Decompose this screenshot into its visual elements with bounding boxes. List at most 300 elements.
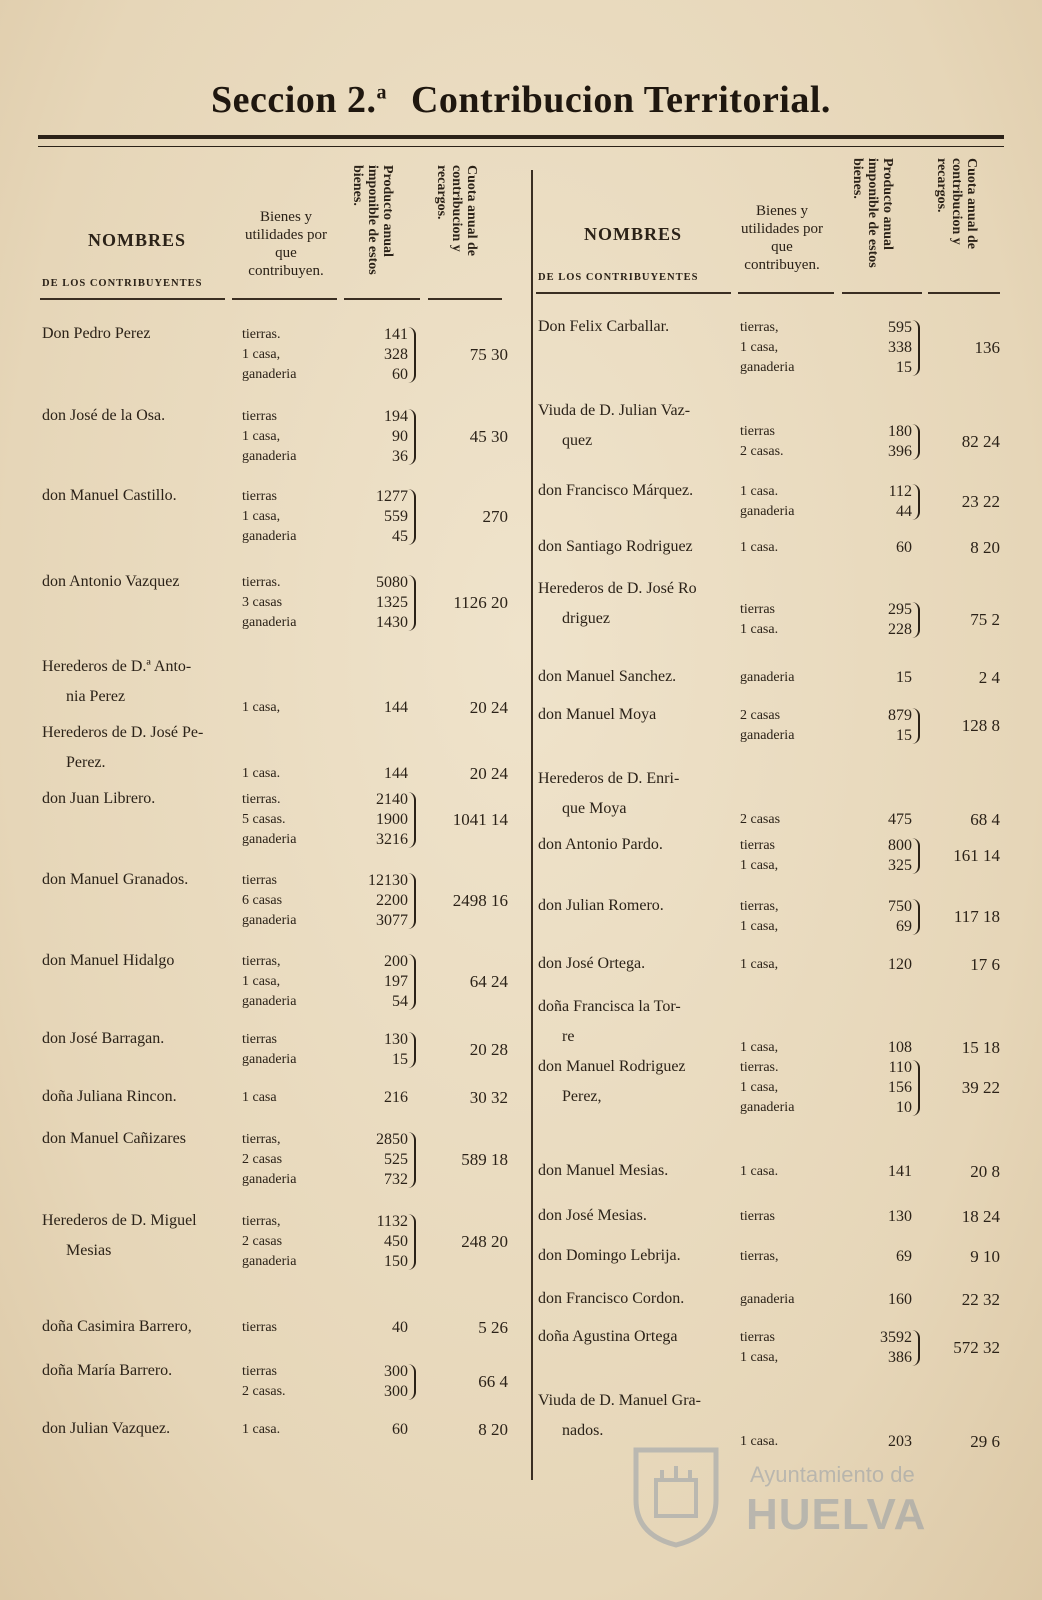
right-header-line-3 [842,292,922,294]
left-entry-name: don Julian Vazquez. [42,1420,171,1437]
left-entry-producto [352,1420,408,1440]
left-entry-brace [408,792,416,848]
goods-line: 1 casa. [242,766,281,781]
goods-line: ganaderia [242,529,297,544]
right-header-nombres: NOMBRES [584,224,683,244]
goods-line: ganaderia [740,1100,795,1115]
left-header-line-4 [428,298,502,300]
left-header-nombres: NOMBRES [88,230,187,250]
producto-value: 559 [384,508,408,525]
producto-value: 60 [896,539,912,556]
right-entry-cuota: 117 18 [953,907,1000,926]
left-entry-producto [352,871,408,931]
title-seccion: Seccion 2. [211,79,377,121]
producto-value: 44 [896,503,912,520]
goods-line: ganaderia [242,615,297,630]
right-entry-cuota: 75 2 [970,610,1000,629]
left-entry-cuota: 20 24 [469,698,508,717]
goods-line: tierras [242,873,277,888]
goods-line: 2 casas. [740,444,784,459]
left-entry-goods [242,871,296,931]
right-entry-name: don Santiago Rodriguez [538,538,693,555]
right-entry-producto [856,1162,912,1182]
producto-value: 300 [384,1363,408,1380]
producto-value: 2850 [376,1131,408,1148]
right-entry-cuota: 20 8 [970,1162,1000,1181]
left-header-line-2 [232,298,337,300]
watermark [626,1440,956,1550]
right-entry-cuota: 9 10 [970,1247,1000,1266]
goods-line: 1 casa. [740,622,779,637]
left-entry-cuota: 20 28 [469,1040,508,1059]
goods-line: 1 casa, [740,919,779,934]
right-entry-producto [856,1058,912,1118]
goods-line: tierras. [740,1060,779,1075]
right-entry-producto [856,1207,912,1227]
right-entry-name: re [562,1028,575,1045]
goods-line: ganaderia [740,504,795,519]
right-entry-name: don Domingo Lebrija. [538,1247,681,1264]
right-header-line-4 [928,292,1000,294]
left-entry-name: nia Perez [66,688,126,705]
goods-line: tierras [740,602,775,617]
right-entry-name: Herederos de D. José Ro [538,580,697,597]
goods-line: tierras [740,1209,775,1224]
left-entry-brace [408,409,416,465]
left-entry-brace [408,1364,416,1400]
goods-line: tierras, [740,320,779,335]
right-entry-goods [740,1058,794,1118]
left-entry-goods [242,764,280,784]
right-header-line-1 [536,292,731,294]
left-entry-producto [352,1318,408,1338]
producto-value: 800 [888,837,912,854]
goods-line: ganaderia [740,728,795,743]
goods-line: ganaderia [740,360,795,375]
right-entry-cuota: 29 6 [970,1432,1000,1451]
left-header-bienes: Bienes y utilidades por que contribuyen. [244,209,328,279]
left-entry-goods [242,1088,277,1108]
goods-line: tierras, [242,1132,281,1147]
right-entry-goods [740,1328,778,1368]
right-entry-name: Herederos de D. Enri- [538,770,680,787]
producto-value: 475 [888,811,912,828]
producto-value: 300 [384,1383,408,1400]
producto-value: 180 [888,423,912,440]
producto-value: 45 [392,528,408,545]
right-entry-goods [740,706,794,746]
left-entry-cuota: 66 4 [478,1372,508,1391]
left-entry-goods [242,573,296,633]
producto-value: 1900 [376,811,408,828]
producto-value: 15 [896,359,912,376]
right-entry-name: don Antonio Pardo. [538,836,663,853]
right-header-cuota: Cuota anual de contribucion y recargos. [934,158,979,250]
left-entry-cuota: 75 30 [469,345,508,364]
left-entry-cuota: 20 24 [469,764,508,783]
right-entry-goods [740,1247,778,1267]
goods-line: tierras [242,409,277,424]
right-entry-producto [856,836,912,876]
column-divider [531,170,533,1480]
right-entry-goods [740,318,794,378]
left-entry-producto [352,1030,408,1070]
right-entry-cuota: 136 [974,338,1000,357]
left-entry-producto [352,764,408,784]
left-entry-name: Mesias [66,1242,112,1259]
producto-value: 60 [392,1421,408,1438]
goods-line: 6 casas [242,893,283,908]
left-entry-name: Don Pedro Perez [42,325,151,342]
producto-value: 396 [888,443,912,460]
goods-line: tierras [740,838,775,853]
goods-line: 1 casa, [740,1350,779,1365]
left-entry-producto [352,790,408,850]
goods-line: 1 casa, [740,340,779,355]
goods-line: 2 casas [740,812,781,827]
left-entry-goods [242,1030,296,1070]
producto-value: 203 [888,1433,912,1450]
right-entry-name: don José Mesias. [538,1207,647,1224]
goods-line: tierras [740,1330,775,1345]
producto-value: 3592 [880,1329,912,1346]
goods-line: 1 casa, [242,429,281,444]
right-entry-goods [740,897,778,937]
goods-line: 5 casas. [242,812,286,827]
right-entry-goods [740,1207,775,1227]
producto-value: 3077 [376,912,408,929]
left-entry-cuota: 8 20 [478,1420,508,1439]
producto-value: 5080 [376,574,408,591]
producto-value: 216 [384,1089,408,1106]
producto-value: 228 [888,621,912,638]
right-entry-goods [740,1162,778,1182]
left-entry-name: don José de la Osa. [42,407,166,424]
producto-value: 120 [888,956,912,973]
left-entry-goods [242,1362,286,1402]
right-entry-producto [856,1038,912,1058]
producto-value: 141 [384,326,408,343]
goods-line: ganaderia [242,1172,297,1187]
goods-line: tierras, [242,1214,281,1229]
producto-value: 10 [896,1099,912,1116]
left-entry-goods [242,1212,296,1272]
goods-line: ganaderia [242,449,297,464]
producto-value: 150 [384,1253,408,1270]
goods-line: ganaderia [242,913,297,928]
left-entry-goods [242,487,296,547]
right-entry-name: Viuda de D. Manuel Gra- [538,1392,701,1409]
right-entry-name: quez [562,432,593,449]
producto-value: 144 [384,765,408,782]
left-entry-producto [352,1212,408,1272]
producto-value: 450 [384,1233,408,1250]
goods-line: 1 casa. [740,484,779,499]
right-entry-name: nados. [562,1422,604,1439]
right-entry-name: don Manuel Mesias. [538,1162,669,1179]
left-header-cuota: Cuota anual de contribucion y recargos. [434,165,479,257]
right-header-producto: Producto anual imponible de estos bienes. [850,158,895,268]
goods-line: 1 casa. [740,540,779,555]
producto-value: 15 [896,669,912,686]
producto-value: 732 [384,1171,408,1188]
right-entry-name: don Francisco Cordon. [538,1290,685,1307]
producto-value: 1132 [376,1213,408,1230]
right-entry-cuota: 39 22 [961,1078,1000,1097]
right-entry-cuota: 18 24 [961,1207,1000,1226]
producto-value: 15 [896,727,912,744]
left-entry-name: doña Juliana Rincon. [42,1088,177,1105]
goods-line: tierras [242,1032,277,1047]
producto-value: 338 [888,339,912,356]
left-entry-goods [242,1130,296,1190]
left-entry-cuota: 64 24 [469,972,508,991]
left-entry-name: Perez. [66,754,106,771]
left-entry-brace [408,873,416,929]
producto-value: 750 [888,898,912,915]
goods-line: 1 casa, [740,858,779,873]
left-entry-name: Herederos de D. José Pe- [42,724,204,741]
shield-icon [626,1440,726,1550]
right-entry-name: doña Francisca la Tor- [538,998,681,1015]
goods-line: 1 casa, [242,347,281,362]
left-entry-name: don Manuel Hidalgo [42,952,175,969]
goods-line: ganaderia [740,1292,795,1307]
left-entry-name: don Manuel Granados. [42,871,189,888]
left-entry-goods [242,407,296,467]
producto-value: 325 [888,857,912,874]
right-entry-name: don Julian Romero. [538,897,664,914]
goods-line: 1 casa [242,1090,277,1105]
watermark-subtitle: Ayuntamiento de [750,1462,915,1487]
left-entry-cuota: 5 26 [478,1318,508,1337]
goods-line: 1 casa, [242,700,281,715]
goods-line: 1 casa, [740,1040,779,1055]
right-entry-goods [740,422,784,462]
title-superscript: a [376,81,387,104]
producto-value: 1325 [376,594,408,611]
right-entry-producto [856,482,912,522]
right-entry-cuota: 2 4 [978,668,1000,687]
left-entry-name: Herederos de D.ª Anto- [42,658,192,675]
left-header-line-3 [344,298,420,300]
right-entry-producto [856,422,912,462]
right-entry-name: doña Agustina Ortega [538,1328,678,1345]
right-entry-producto [856,1290,912,1310]
left-header-nombres-sub: DE LOS CONTRIBUYENTES [42,278,203,289]
producto-value: 108 [888,1039,912,1056]
goods-line: tierras [242,489,277,504]
right-entry-goods [740,668,794,688]
left-entry-name: don Juan Librero. [42,790,156,807]
left-entry-name: don Manuel Cañizares [42,1130,186,1147]
producto-value: 69 [896,1248,912,1265]
left-entry-cuota: 30 32 [469,1088,508,1107]
producto-value: 90 [392,428,408,445]
goods-line: 2 casas [242,1234,283,1249]
right-entry-cuota: 572 32 [953,1338,1000,1357]
watermark-title: HUELVA [746,1490,927,1539]
left-entry-brace [408,1132,416,1188]
left-entry-brace [408,327,416,383]
right-entry-name: don Francisco Márquez. [538,482,694,499]
producto-value: 386 [888,1349,912,1366]
right-entry-name: Viuda de D. Julian Vaz- [538,402,691,419]
producto-value: 3216 [376,831,408,848]
page-title [0,78,1042,122]
producto-value: 54 [392,993,408,1010]
goods-line: 2 casas [242,1152,283,1167]
producto-value: 36 [392,448,408,465]
left-entry-name: don Antonio Vazquez [42,573,180,590]
right-entry-producto [856,1247,912,1267]
left-entry-producto [352,1130,408,1190]
producto-value: 197 [384,973,408,990]
right-entry-producto [856,955,912,975]
producto-value: 40 [392,1319,408,1336]
producto-value: 200 [384,953,408,970]
goods-line: 2 casas. [242,1384,286,1399]
producto-value: 130 [888,1208,912,1225]
left-entry-goods [242,325,296,385]
left-entry-producto [352,573,408,633]
left-header-line-1 [40,298,225,300]
right-entry-goods [740,1290,794,1310]
goods-line: 2 casas [740,708,781,723]
right-entry-cuota: 68 4 [970,810,1000,829]
left-entry-brace [408,1214,416,1270]
producto-value: 130 [384,1031,408,1048]
right-header-line-2 [738,292,834,294]
left-entry-producto [352,1088,408,1108]
right-entry-producto [856,668,912,688]
left-entry-goods [242,698,280,718]
left-entry-producto [352,325,408,385]
producto-value: 141 [888,1163,912,1180]
goods-line: ganaderia [242,367,297,382]
right-entry-producto [856,706,912,746]
left-entry-cuota: 589 18 [461,1150,508,1169]
left-entry-producto [352,698,408,718]
producto-value: 2200 [376,892,408,909]
left-entry-name: don Manuel Castillo. [42,487,177,504]
producto-value: 2140 [376,791,408,808]
right-entry-name: don Manuel Moya [538,706,657,723]
goods-line: 1 casa. [740,1434,779,1449]
left-entry-cuota: 45 30 [469,427,508,446]
producto-value: 144 [384,699,408,716]
goods-line: tierras, [242,954,281,969]
title-main: Contribucion Territorial. [410,79,831,121]
right-entry-producto [856,897,912,937]
left-entry-name: doña Casimira Barrero, [42,1318,192,1335]
producto-value: 194 [384,408,408,425]
right-entry-producto [856,600,912,640]
goods-line: 1 casa. [740,1164,779,1179]
producto-value: 525 [384,1151,408,1168]
right-entry-cuota: 23 22 [961,492,1000,511]
producto-value: 69 [896,918,912,935]
right-entry-goods [740,836,778,876]
right-entry-name: que Moya [562,800,627,817]
goods-line: ganaderia [242,1254,297,1269]
goods-line: tierras [242,1320,277,1335]
left-entry-producto [352,407,408,467]
goods-line: tierras. [242,792,281,807]
producto-value: 160 [888,1291,912,1308]
left-entry-brace [408,954,416,1010]
left-entry-goods [242,1420,280,1440]
right-entry-name: don Manuel Sanchez. [538,668,677,685]
left-entry-goods [242,790,296,850]
right-entry-name: don Manuel Rodriguez [538,1058,686,1075]
right-entry-producto [856,810,912,830]
right-entry-goods [740,1038,778,1058]
right-entry-cuota: 8 20 [970,538,1000,557]
goods-line: ganaderia [740,670,795,685]
right-entry-producto [856,538,912,558]
goods-line: 1 casa, [242,509,281,524]
goods-line: ganaderia [242,1052,297,1067]
title-rule-thick [38,135,1004,139]
left-entry-name: Herederos de D. Miguel [42,1212,197,1229]
right-entry-name: Don Felix Carballar. [538,318,670,335]
right-entry-goods [740,600,778,640]
right-entry-cuota: 17 6 [970,955,1000,974]
goods-line: 3 casas [242,595,283,610]
right-entry-cuota: 22 32 [961,1290,1000,1309]
right-entry-goods [740,955,778,975]
producto-value: 15 [392,1051,408,1068]
goods-line: 1 casa, [242,974,281,989]
producto-value: 60 [392,366,408,383]
right-entry-cuota: 82 24 [961,432,1000,451]
producto-value: 328 [384,346,408,363]
right-entry-goods [740,538,778,558]
producto-value: 112 [888,483,912,500]
goods-line: tierras. [242,327,281,342]
left-entry-brace [408,1032,416,1068]
left-entry-goods [242,1318,277,1338]
right-header-bienes: Bienes y utilidades por que contribuyen. [740,203,824,273]
goods-line: 1 casa, [740,1080,779,1095]
goods-line: ganaderia [242,994,297,1009]
right-entry-name: Perez, [562,1088,602,1105]
producto-value: 295 [888,601,912,618]
goods-line: tierras, [740,899,779,914]
left-entry-cuota: 1041 14 [452,810,508,829]
left-entry-cuota: 248 20 [461,1232,508,1251]
goods-line: 1 casa. [242,1422,281,1437]
left-entry-producto [352,487,408,547]
right-entry-goods [740,482,794,522]
producto-value: 879 [888,707,912,724]
goods-line: tierras [242,1364,277,1379]
goods-line: 1 casa, [740,957,779,972]
left-entry-cuota: 1126 20 [453,593,508,612]
right-entry-cuota: 161 14 [953,846,1000,865]
goods-line: ganaderia [242,832,297,847]
right-entry-cuota: 15 18 [961,1038,1000,1057]
left-entry-cuota: 270 [482,507,508,526]
producto-value: 595 [888,319,912,336]
producto-value: 110 [888,1059,912,1076]
right-entry-cuota: 128 8 [961,716,1000,735]
right-entry-goods [740,810,780,830]
left-header-producto: Producto anual imponible de estos bienes. [350,165,395,275]
goods-line: tierras. [242,575,281,590]
goods-line: tierras, [740,1249,779,1264]
